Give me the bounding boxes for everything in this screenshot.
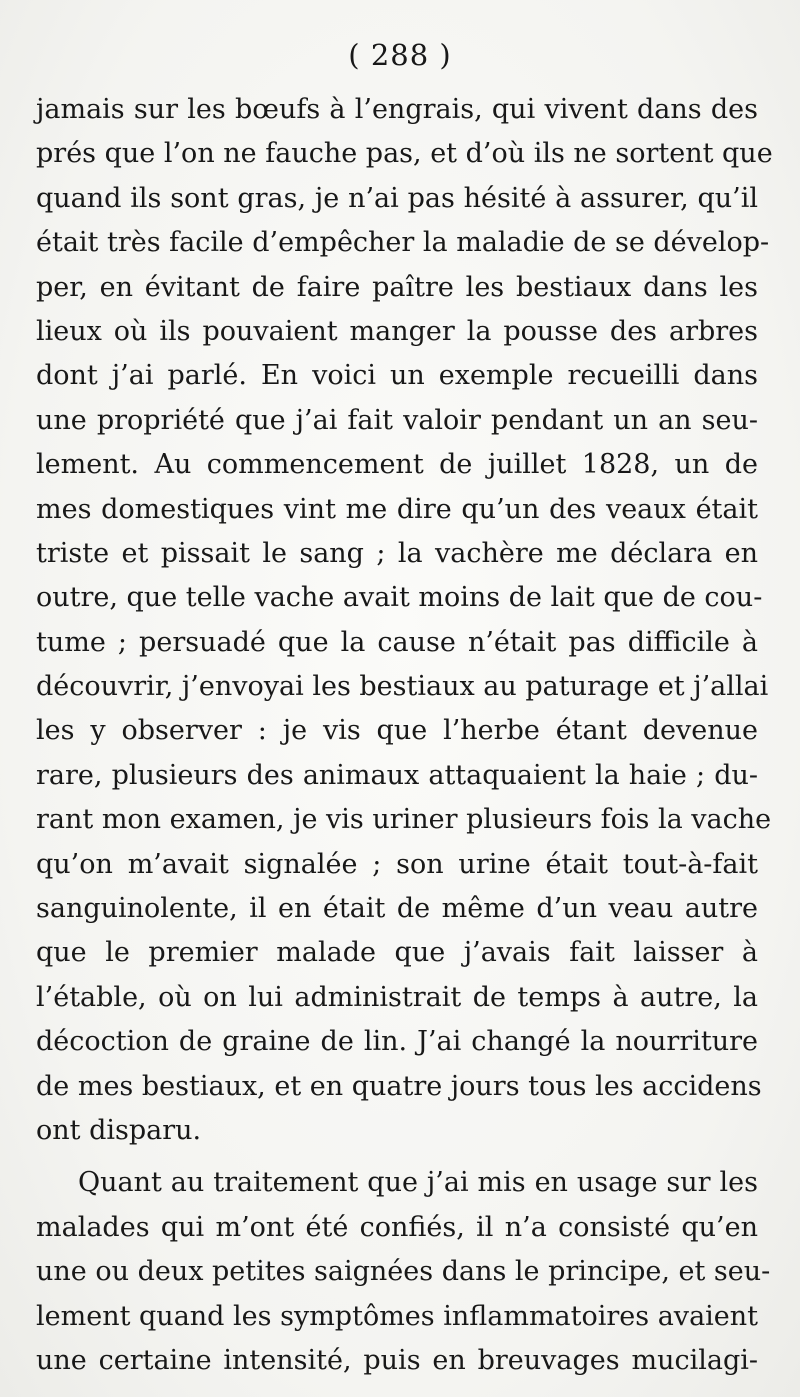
text-line: mes domestiques vint me dire qu’un des veaux était: [36, 493, 758, 525]
text-line: sanguinolente, il en était de même d’un veau autre: [36, 893, 758, 925]
text-line: l’étable, où on lui administrait de temps à autre, la: [36, 981, 758, 1013]
text-line: malades qui m’ont été confiés, il n’a consisté qu’en: [36, 1211, 758, 1243]
text-line: les y observer : je vis que l’herbe étant devenue: [36, 715, 758, 747]
text-line: rant mon examen, je vis uriner plusieurs fois la vache: [36, 804, 772, 836]
text-line: per, en évitant de faire paître les bestiaux dans les: [36, 271, 758, 303]
text-line: dont j’ai parlé. En voici un exemple recueilli dans: [36, 360, 758, 392]
text-line: décoction de graine de lin. J’ai changé la nourriture: [36, 1026, 758, 1058]
text-line: ont disparu.: [36, 1114, 202, 1146]
text-line: prés que l’on ne fauche pas, et d’où ils ne sortent que: [36, 138, 773, 170]
text-line: tume ; persuadé que la cause n’était pas difficile à: [36, 626, 758, 658]
text-line: Quant au traitement que j’ai mis en usage sur les: [78, 1167, 758, 1199]
text-line: rare, plusieurs des animaux attaquaient la haie ; du-: [36, 759, 758, 791]
text-line: était très facile d’empêcher la maladie de se dévelop-: [36, 227, 770, 259]
body-text: [36, 88, 773, 1383]
text-line: triste et pissait le sang ; la vachère me déclara en: [36, 537, 758, 569]
text-line: de mes bestiaux, et en quatre jours tous les accidens: [36, 1070, 762, 1102]
text-line: une propriété que j’ai fait valoir pendant un an seu-: [36, 404, 758, 436]
paragraph: [36, 88, 773, 1153]
text-line: qu’on m’avait signalée ; son urine était tout-à-fait: [36, 848, 758, 880]
paragraph: [36, 1161, 771, 1383]
text-line: quand ils sont gras, je n’ai pas hésité à assurer, qu’il: [36, 182, 758, 214]
text-line: outre, que telle vache avait moins de lait que de cou-: [36, 582, 763, 614]
text-line: une ou deux petites saignées dans le principe, et seu-: [36, 1256, 771, 1288]
text-line: lement. Au commencement de juillet 1828, un de: [36, 449, 758, 481]
text-line: lement quand les symptômes inflammatoires avaient: [36, 1300, 759, 1332]
paragraph-gap: [36, 1153, 758, 1161]
text-line: une certaine intensité, puis en breuvages mucilagi-: [36, 1344, 758, 1376]
page-number: ( 288 ): [348, 38, 452, 72]
text-line: lieux où ils pouvaient manger la pousse des arbres: [36, 315, 758, 347]
text-line: que le premier malade que j’avais fait laisser à: [36, 937, 758, 969]
text-line: découvrir, j’envoyai les bestiaux au paturage et j’allai: [36, 671, 769, 703]
text-line: jamais sur les bœufs à l’engrais, qui vivent dans des: [36, 94, 758, 125]
